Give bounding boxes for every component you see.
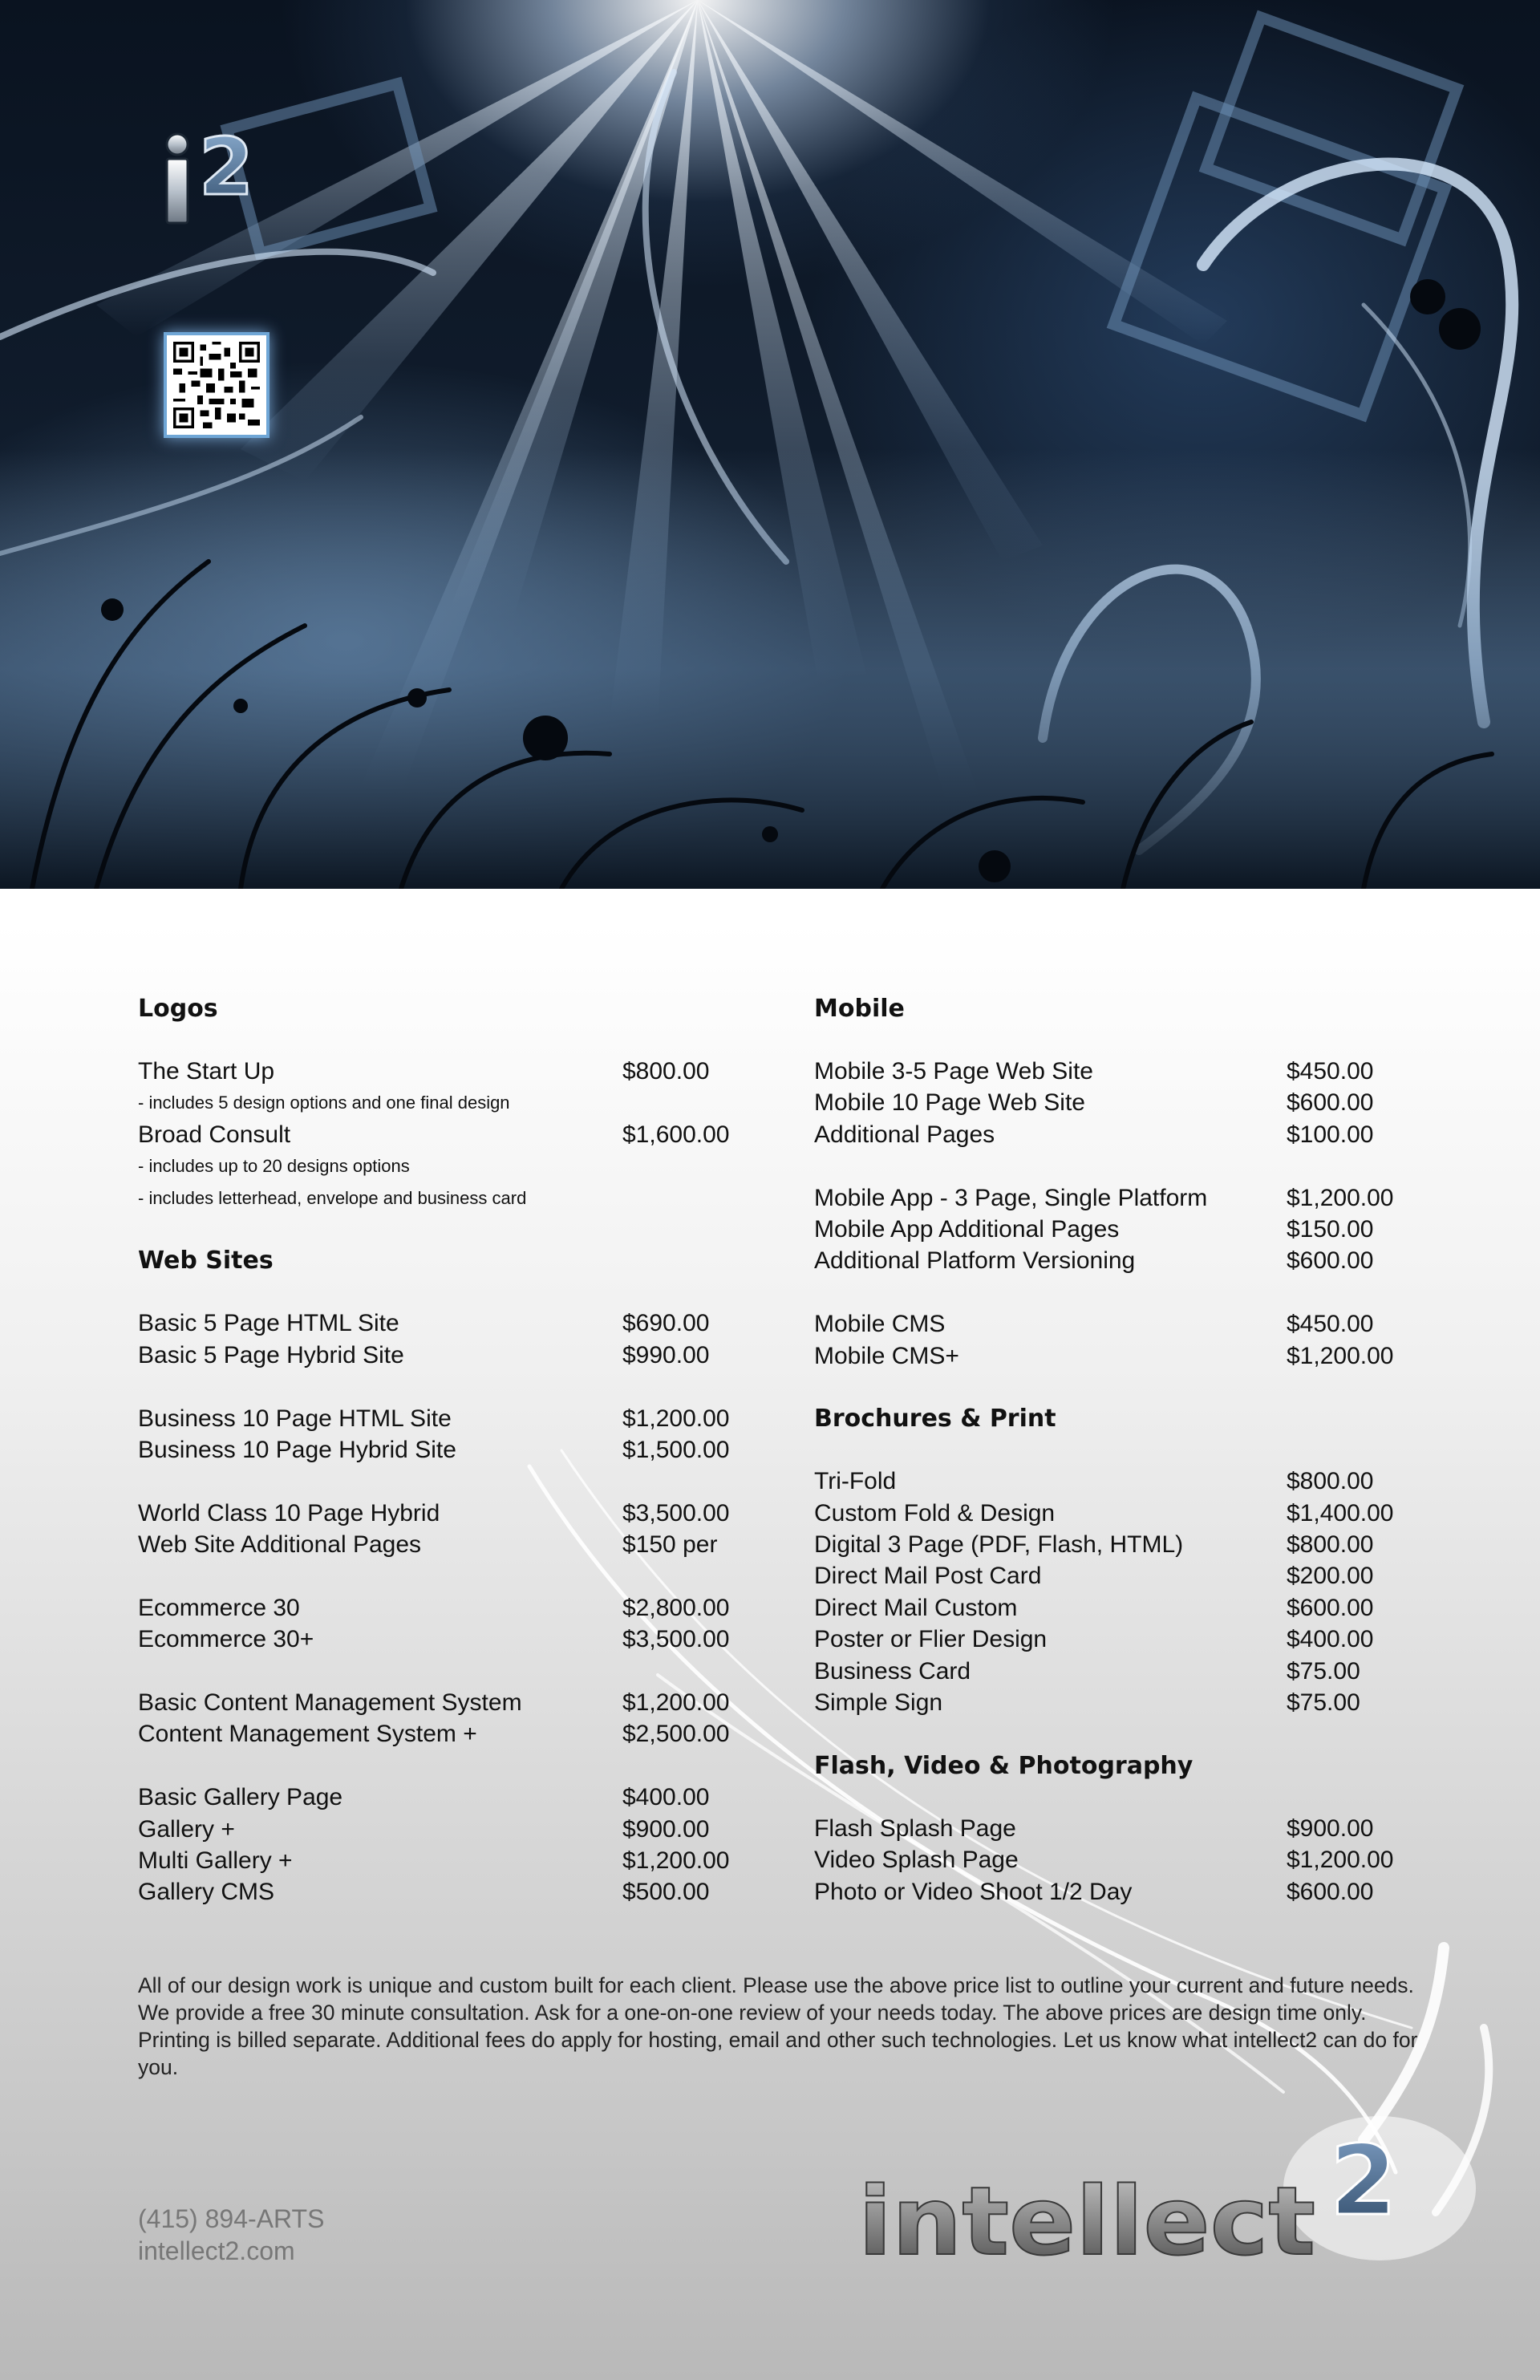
section-spacer xyxy=(814,1718,1440,1750)
price-row xyxy=(138,1308,748,1339)
item-label: Business 10 Page Hybrid Site xyxy=(138,1436,456,1463)
item-price: $450.00 xyxy=(1287,1058,1374,1085)
price-row xyxy=(138,1498,748,1529)
item-note: - includes up to 20 designs options xyxy=(138,1156,410,1177)
item-price: $1,200.00 xyxy=(1287,1184,1394,1211)
item-label: Digital 3 Page (PDF, Flash, HTML) xyxy=(814,1531,1184,1559)
qr-code-icon xyxy=(173,342,260,428)
item-note: - includes 5 design options and one final design xyxy=(138,1093,510,1113)
brand-superscript: 2 xyxy=(1330,2126,1397,2237)
section-title: Logos xyxy=(138,995,218,1023)
item-price: $3,500.00 xyxy=(622,1499,730,1527)
price-row xyxy=(814,1245,1440,1276)
item-label: Basic Gallery Page xyxy=(138,1784,343,1811)
item-price: $1,200.00 xyxy=(1287,1342,1394,1369)
row-spacer xyxy=(138,1656,748,1687)
price-row xyxy=(138,1718,748,1750)
price-row xyxy=(814,1624,1440,1655)
item-label: Mobile 3-5 Page Web Site xyxy=(814,1058,1093,1085)
price-row xyxy=(814,1876,1440,1908)
price-row xyxy=(814,1340,1440,1372)
item-note: - includes letterhead, envelope and business card xyxy=(138,1187,527,1208)
item-price: $75.00 xyxy=(1287,1689,1360,1717)
item-price: $600.00 xyxy=(1287,1878,1374,1905)
qr-code[interactable] xyxy=(164,332,270,438)
item-label: Video Splash Page xyxy=(814,1847,1019,1874)
item-price: $600.00 xyxy=(1287,1089,1374,1117)
hero-banner xyxy=(0,0,1540,889)
brand-wordmark: intellect xyxy=(858,2166,1315,2277)
item-label: Direct Mail Post Card xyxy=(814,1563,1042,1590)
item-label: Additional Pages xyxy=(814,1121,995,1148)
item-label: Poster or Flier Design xyxy=(814,1626,1048,1653)
item-label: Ecommerce 30 xyxy=(138,1594,300,1621)
item-label: Tri-Fold xyxy=(814,1468,897,1495)
item-label: Custom Fold & Design xyxy=(814,1499,1056,1527)
item-label: Mobile App Additional Pages xyxy=(814,1215,1120,1243)
section-title: Flash, Video & Photography xyxy=(814,1751,1194,1780)
item-price: $2,500.00 xyxy=(622,1721,730,1748)
item-price: $800.00 xyxy=(622,1058,710,1085)
item-label: Photo or Video Shoot 1/2 Day xyxy=(814,1878,1133,1905)
price-row xyxy=(814,1560,1440,1591)
svg-text:2: 2 xyxy=(199,122,254,213)
item-price: $690.00 xyxy=(622,1310,710,1337)
price-column-right xyxy=(814,993,1440,1908)
item-label: Ecommerce 30+ xyxy=(138,1626,314,1653)
item-price: $1,400.00 xyxy=(1287,1499,1394,1527)
item-price: $150 per xyxy=(622,1531,718,1559)
item-price: $200.00 xyxy=(1287,1563,1374,1590)
price-row xyxy=(138,1056,748,1087)
item-price: $150.00 xyxy=(1287,1215,1374,1243)
item-price: $900.00 xyxy=(622,1815,710,1843)
item-label: Mobile CMS xyxy=(814,1311,946,1338)
item-label: Mobile CMS+ xyxy=(814,1342,959,1369)
section-spacer xyxy=(138,1214,748,1245)
price-row xyxy=(814,1844,1440,1875)
item-label: Business 10 Page HTML Site xyxy=(138,1405,452,1432)
price-row xyxy=(814,1119,1440,1150)
price-row xyxy=(814,1087,1440,1118)
price-row xyxy=(138,1845,748,1876)
item-price: $75.00 xyxy=(1287,1657,1360,1685)
item-label: Additional Platform Versioning xyxy=(814,1247,1136,1275)
item-price: $400.00 xyxy=(622,1784,710,1811)
price-row xyxy=(814,1656,1440,1687)
price-row xyxy=(814,1214,1440,1245)
item-price: $900.00 xyxy=(1287,1814,1374,1842)
item-price: $600.00 xyxy=(1287,1247,1374,1275)
price-row xyxy=(814,1592,1440,1624)
item-price: $1,200.00 xyxy=(622,1405,730,1432)
section-spacer xyxy=(814,1372,1440,1403)
item-label: Gallery + xyxy=(138,1815,235,1843)
row-spacer xyxy=(138,1371,748,1402)
price-row xyxy=(138,1434,748,1466)
price-row xyxy=(138,1876,748,1908)
item-price: $3,500.00 xyxy=(622,1626,730,1653)
price-row xyxy=(814,1466,1440,1497)
price-column-left xyxy=(138,993,748,1908)
row-spacer xyxy=(138,1560,748,1591)
section-title: Web Sites xyxy=(138,1247,274,1275)
item-price: $450.00 xyxy=(1287,1311,1374,1338)
price-row xyxy=(138,1403,748,1434)
item-label: Basic 5 Page Hybrid Site xyxy=(138,1341,404,1368)
price-row xyxy=(814,1687,1440,1718)
item-label: World Class 10 Page Hybrid xyxy=(138,1499,440,1527)
price-row xyxy=(814,1056,1440,1087)
item-label: Simple Sign xyxy=(814,1689,943,1717)
price-row xyxy=(138,1687,748,1718)
row-spacer xyxy=(814,1277,1440,1308)
item-price: $500.00 xyxy=(622,1879,710,1906)
price-row xyxy=(138,1529,748,1560)
item-label: Content Management System + xyxy=(138,1721,477,1748)
item-label: Basic Content Management System xyxy=(138,1689,522,1717)
price-row xyxy=(814,1498,1440,1529)
row-spacer xyxy=(814,1150,1440,1182)
price-row xyxy=(138,1814,748,1845)
description-paragraph: All of our design work is unique and custom built for each client. Please use the above price list to outline your current and future needs. We provide a free 30 minute consultation. Ask for a one-on-one review of your needs today. The above prices are design time only. Printing is billed separate. Additional fees do apply for hosting, email and other such technologies. Let us know what intellect2 can do for you. xyxy=(138,1973,1418,2079)
item-price: $990.00 xyxy=(622,1341,710,1368)
item-label: Web Site Additional Pages xyxy=(138,1531,422,1559)
price-row xyxy=(814,1308,1440,1340)
price-row xyxy=(138,1340,748,1371)
price-row xyxy=(138,1624,748,1655)
price-row xyxy=(138,1119,748,1150)
row-spacer xyxy=(138,1750,748,1782)
item-price: $1,500.00 xyxy=(622,1436,730,1463)
item-label: Mobile App - 3 Page, Single Platform xyxy=(814,1184,1208,1211)
item-price: $1,200.00 xyxy=(1287,1847,1394,1874)
item-label: Gallery CMS xyxy=(138,1879,275,1906)
item-price: $1,200.00 xyxy=(622,1847,730,1874)
item-label: Basic 5 Page HTML Site xyxy=(138,1310,399,1337)
item-label: The Start Up xyxy=(138,1058,275,1085)
price-row xyxy=(138,1592,748,1624)
item-label: Flash Splash Page xyxy=(814,1814,1016,1842)
item-price: $800.00 xyxy=(1287,1468,1374,1495)
item-price: $100.00 xyxy=(1287,1121,1374,1148)
item-label: Direct Mail Custom xyxy=(814,1594,1018,1621)
item-label: Business Card xyxy=(814,1657,971,1685)
tech-rectangles xyxy=(227,18,1457,416)
i2-logo xyxy=(160,120,289,233)
website-link[interactable]: intellect2.com xyxy=(138,2236,295,2265)
item-price: $600.00 xyxy=(1287,1594,1374,1621)
price-row xyxy=(814,1813,1440,1844)
item-price: $2,800.00 xyxy=(622,1594,730,1621)
intellect2-logo xyxy=(850,2118,1428,2278)
phone-number[interactable]: (415) 894-ARTS xyxy=(138,2204,325,2233)
item-label: Multi Gallery + xyxy=(138,1847,293,1874)
section-title: Mobile xyxy=(814,995,905,1023)
row-spacer xyxy=(138,1466,748,1497)
section-title: Brochures & Print xyxy=(814,1405,1056,1433)
item-price: $1,200.00 xyxy=(622,1689,730,1717)
item-label: Mobile 10 Page Web Site xyxy=(814,1089,1085,1117)
item-price: $1,600.00 xyxy=(622,1121,730,1148)
item-price: $400.00 xyxy=(1287,1626,1374,1653)
item-label: Broad Consult xyxy=(138,1121,291,1148)
price-row xyxy=(814,1529,1440,1560)
item-price: $800.00 xyxy=(1287,1531,1374,1559)
price-row xyxy=(814,1182,1440,1214)
price-row xyxy=(138,1782,748,1813)
contact-info xyxy=(138,2203,324,2267)
